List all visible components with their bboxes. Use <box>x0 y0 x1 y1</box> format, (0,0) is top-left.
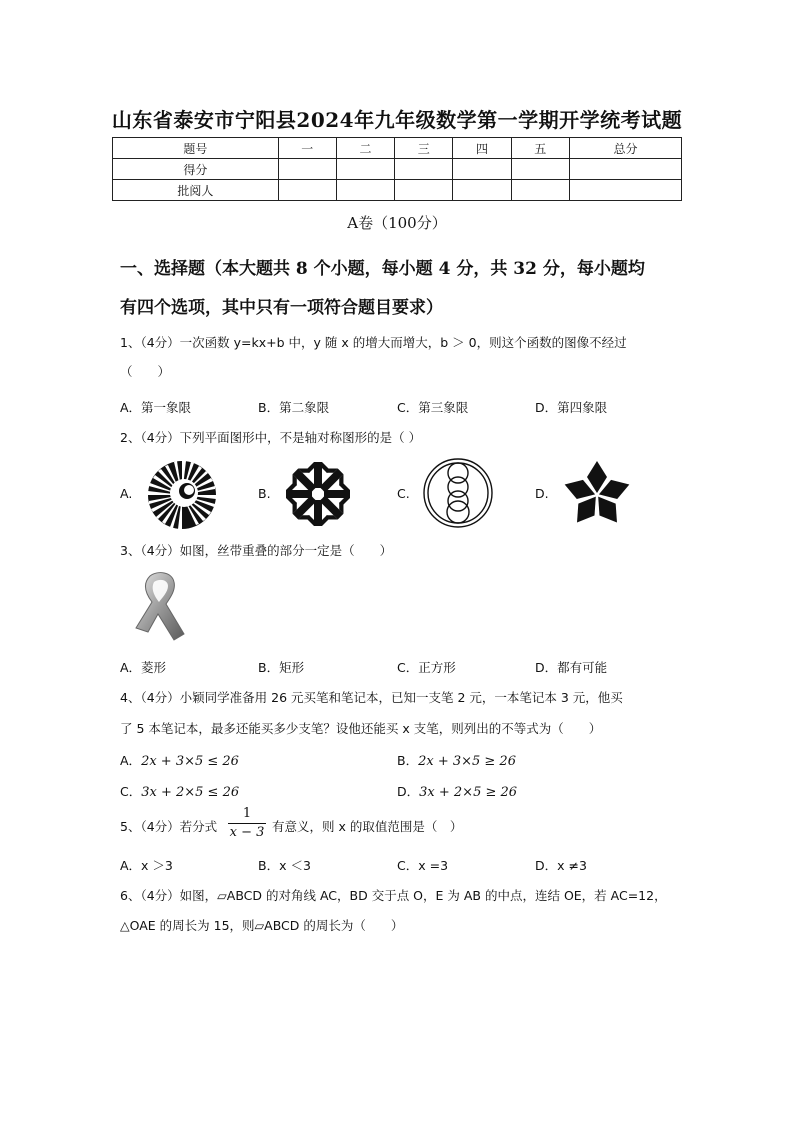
score-table-cell: 得分 <box>113 159 279 180</box>
q2-option-a-label[interactable]: A. <box>120 486 133 501</box>
score-table-cell: 四 <box>453 138 511 159</box>
q1-option-b[interactable]: B．第二象限 <box>258 400 330 415</box>
q3-option-c[interactable]: C．正方形 <box>397 660 456 675</box>
q2-figure-d-kite-star-icon <box>560 457 634 529</box>
score-table-cell: 五 <box>511 138 569 159</box>
score-table-cell[interactable] <box>278 180 336 201</box>
q5-text-suffix: 有意义，则 x 的取值范围是（ ） <box>272 819 463 834</box>
q5-option-c[interactable]: C．x =3 <box>397 858 449 873</box>
q3-option-b[interactable]: B．矩形 <box>258 660 305 675</box>
score-table-cell[interactable] <box>511 180 569 201</box>
score-table-cell: 三 <box>395 138 453 159</box>
q3-option-a[interactable]: A．菱形 <box>120 660 167 675</box>
q6-text-line1: 6、（4分）如图，▱ABCD 的对角线 AC，BD 交于点 O，E 为 AB 的中点，连结 OE，若 AC=12， <box>120 888 667 903</box>
score-table-header-row <box>113 138 682 159</box>
score-table-cell[interactable] <box>395 159 453 180</box>
q5-option-a[interactable]: A．x ＞3 <box>120 858 173 873</box>
q2-text: 2、（4分）下列平面图形中，不是轴对称图形的是（ ） <box>120 430 422 445</box>
q1-option-c[interactable]: C．第三象限 <box>397 400 469 415</box>
q6-text-line2: △OAE 的周长为 15，则▱ABCD 的周长为（ ） <box>120 918 404 933</box>
q2-figure-a-swirl-icon <box>146 460 218 530</box>
q1-option-d[interactable]: D．第四象限 <box>535 400 608 415</box>
score-table-cell[interactable] <box>453 180 511 201</box>
q2-option-b-label[interactable]: B. <box>258 486 271 501</box>
score-table-cell[interactable] <box>569 159 681 180</box>
q2-option-c-label[interactable]: C. <box>397 486 410 501</box>
q4-option-c-label: C． <box>120 784 142 799</box>
score-table-cell[interactable] <box>336 180 394 201</box>
q1-option-a[interactable]: A．第一象限 <box>120 400 192 415</box>
q4-text-line1: 4、（4分）小颖同学准备用 26 元买笔和笔记本，已知一支笔 2 元，一本笔记本 3 元，他买 <box>120 690 623 705</box>
q4-option-d-expr: 3x + 2×5 ≥ 26 <box>419 785 518 800</box>
q2-figure-b-star-icon <box>283 458 353 530</box>
q5-option-d[interactable]: D．x ≠3 <box>535 858 587 873</box>
q1-answer-paren: （ ） <box>120 364 171 379</box>
score-table-cell[interactable] <box>569 180 681 201</box>
score-table-cell: 二 <box>336 138 394 159</box>
q4-option-b-label: B． <box>397 753 419 768</box>
q4-option-c[interactable] <box>120 782 239 800</box>
q4-option-d-label: D． <box>397 784 420 799</box>
q3-option-d[interactable]: D．都有可能 <box>535 660 608 675</box>
q5-fraction-numerator: 1 <box>242 806 252 821</box>
score-table <box>112 137 682 201</box>
q5-fraction <box>228 806 266 841</box>
q2-figure-c-circles-icon <box>422 456 494 530</box>
q3-text: 3、（4分）如图，丝带重叠的部分一定是（ ） <box>120 543 393 558</box>
q4-option-a[interactable] <box>120 751 239 769</box>
q5-option-b[interactable]: B．x ＜3 <box>258 858 311 873</box>
q1-text: 1、（4分）一次函数 y=kx+b 中，y 随 x 的增大而增大，b ＞ 0，则这个函数的图像不经过 <box>120 335 627 350</box>
score-table-row <box>113 180 682 201</box>
score-table-cell[interactable] <box>278 159 336 180</box>
score-table-cell: 总分 <box>569 138 681 159</box>
q4-text-line2: 了 5 本笔记本，最多还能买多少支笔？设他还能买 x 支笔，则列出的不等式为（ ） <box>120 721 602 736</box>
score-table-cell[interactable] <box>511 159 569 180</box>
q5-text-prefix: 5、（4分）若分式 <box>120 819 218 834</box>
q4-option-b-expr: 2x + 3×5 ≥ 26 <box>418 754 516 769</box>
score-table-cell[interactable] <box>453 159 511 180</box>
q4-option-a-label: A． <box>120 753 142 768</box>
q4-option-b[interactable] <box>397 751 516 769</box>
q5-fraction-denominator: x − 3 <box>229 825 265 840</box>
q4-option-d[interactable] <box>397 782 517 800</box>
score-table-cell[interactable] <box>395 180 453 201</box>
q2-option-d-label[interactable]: D. <box>535 486 549 501</box>
part1-heading-line2: 有四个选项，其中只有一项符合题目要求） <box>120 298 443 318</box>
q5-fraction-bar <box>228 823 266 824</box>
page-title: 山东省泰安市宁阳县2024年九年级数学第一学期开学统考试题 <box>111 108 683 132</box>
score-table-cell: 一 <box>278 138 336 159</box>
score-table-cell: 题号 <box>113 138 279 159</box>
score-table-cell: 批阅人 <box>113 180 279 201</box>
q4-option-a-expr: 2x + 3×5 ≤ 26 <box>141 754 239 769</box>
score-table-row <box>113 159 682 180</box>
score-table-cell[interactable] <box>336 159 394 180</box>
q3-ribbon-icon <box>128 570 194 642</box>
part1-heading-line1: 一、选择题（本大题共 8 个小题，每小题 4 分，共 32 分，每小题均 <box>120 259 645 279</box>
q4-option-c-expr: 3x + 2×5 ≤ 26 <box>141 785 240 800</box>
section-a-title: A卷（100分） <box>347 214 447 232</box>
